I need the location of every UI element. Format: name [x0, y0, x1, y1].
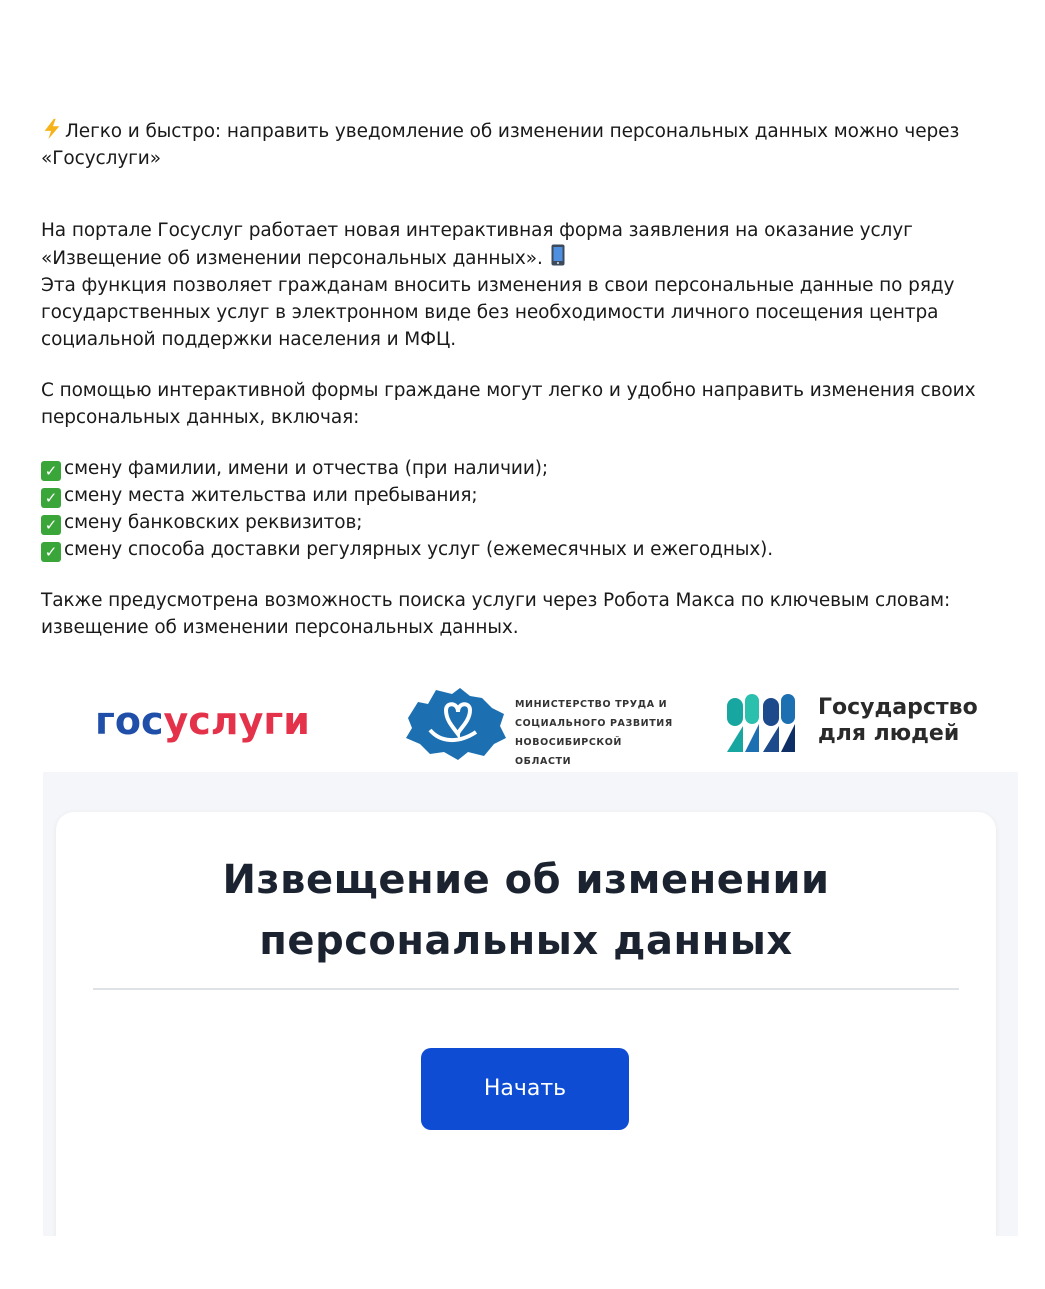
form-title: Извещение об изменении персональных данных — [222, 857, 830, 964]
lead-paragraph: С помощью интерактивной формы граждане могут легко и удобно направить изменения своих персональных данных, включая: — [41, 380, 976, 428]
ministry-logo-text: МИНИСТЕРСТВО ТРУДА И СОЦИАЛЬНОГО РАЗВИТИЯ НОВОСИБИРСКОЙ ОБЛАСТИ — [515, 699, 673, 767]
list-item: ✓ смену фамилии, имени и отчества (при наличии); — [41, 455, 1006, 482]
form-card — [56, 812, 996, 1236]
form-screenshot — [43, 772, 1018, 1236]
gov-for-people-logo-icon — [725, 692, 799, 754]
gov-for-people-logo-text: Государство для людей — [818, 695, 978, 746]
list-item: ✓ смену места жительства или пребывания; — [41, 482, 1006, 509]
ministry-map-logo-icon — [400, 680, 510, 764]
logos-strip — [43, 670, 1018, 772]
post-text — [41, 118, 1006, 641]
list-item: ✓ смену банковских реквизитов; — [41, 509, 1006, 536]
services-list — [41, 455, 1006, 563]
outro-paragraph: Также предусмотрена возможность поиска услуги через Робота Макса по ключевым словам: извещение об изменении персональных данных. — [41, 590, 951, 638]
promo-banner-image — [43, 670, 1018, 1236]
check-mark-icon: ✓ — [41, 542, 61, 562]
start-button[interactable]: Начать — [421, 1048, 629, 1130]
check-mark-icon: ✓ — [41, 461, 61, 481]
intro-text: На портале Госуслуг работает новая интерактивная форма заявления на оказание услуг «Извещение об изменении персональных данных». — [41, 220, 913, 269]
list-item: ✓ смену способа доставки регулярных услуг (ежемесячных и ежегодных). — [41, 536, 1006, 563]
function-paragraph: Эта функция позволяет гражданам вносить изменения в свои персональные данные по ряду государственных услуг в электронном виде без необходимости личного посещения центра социальной поддержки населения и МФЦ. — [41, 275, 955, 350]
check-mark-icon: ✓ — [41, 515, 61, 535]
mobile-phone-icon — [551, 244, 565, 266]
divider — [93, 988, 959, 990]
headline — [41, 118, 1006, 172]
headline-text: Легко и быстро: направить уведомление об изменении персональных данных можно через «Госуслуги» — [41, 121, 960, 169]
gosuslugi-logo: госуслуги — [95, 699, 310, 743]
intro-paragraph — [41, 217, 1006, 272]
check-mark-icon: ✓ — [41, 488, 61, 508]
lightning-icon — [41, 118, 63, 140]
